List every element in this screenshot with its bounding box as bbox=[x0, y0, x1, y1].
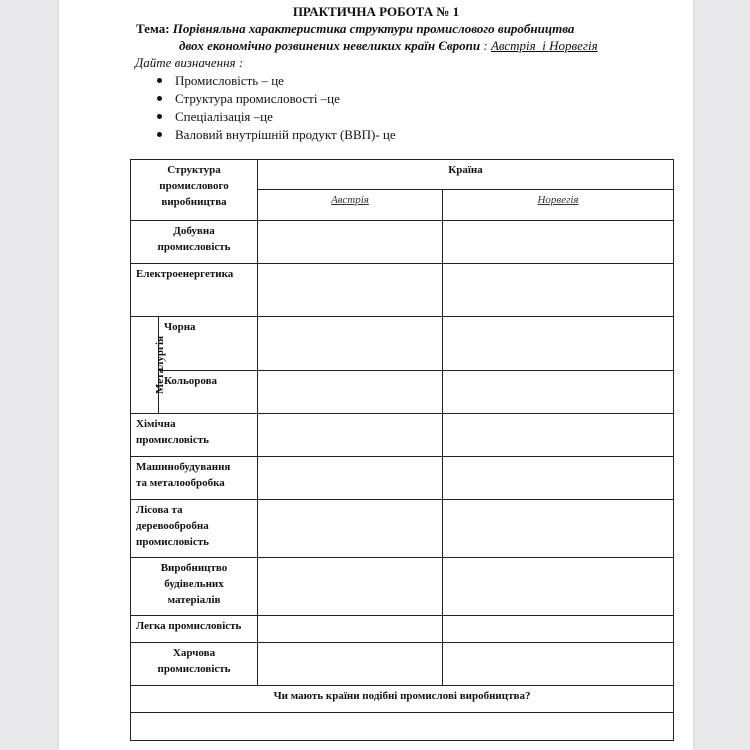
table-row bbox=[131, 558, 674, 616]
table-row bbox=[131, 457, 674, 500]
cell-norway-light[interactable] bbox=[443, 616, 674, 643]
row-label-line: промисловість bbox=[157, 241, 231, 253]
cell-norway-energy[interactable] bbox=[443, 264, 674, 317]
theme-line-1 bbox=[136, 21, 574, 37]
table-row bbox=[131, 317, 674, 371]
theme-separator: : bbox=[480, 38, 491, 53]
row-label-line: Добувна bbox=[173, 225, 215, 237]
theme-text-2: двох економічно розвинених невеликих країн Європи bbox=[179, 38, 481, 53]
table-row bbox=[131, 160, 674, 190]
table-row bbox=[131, 264, 674, 317]
theme-country-2: Норвегія bbox=[549, 38, 598, 53]
table-row bbox=[131, 371, 674, 414]
header-structure bbox=[131, 160, 258, 221]
cell-norway-chemical[interactable] bbox=[443, 414, 674, 457]
list-item: Валовий внутрішній продукт (ВВП)- це bbox=[155, 127, 396, 145]
row-label-light: Легка промисловість bbox=[131, 616, 258, 643]
table-row bbox=[131, 616, 674, 643]
question-row: Чи мають країни подібні промислові виробництва? bbox=[131, 686, 674, 713]
header-structure-line: Структура bbox=[167, 164, 221, 176]
row-label-mining bbox=[131, 221, 258, 264]
row-label-line: промисловість bbox=[157, 663, 231, 675]
cell-austria-nonferrous[interactable] bbox=[258, 371, 443, 414]
row-label-line: промисловість bbox=[136, 536, 209, 548]
cell-austria-machinery[interactable] bbox=[258, 457, 443, 500]
cell-norway-ferrous[interactable] bbox=[443, 317, 674, 371]
row-label-line: Машинобудування bbox=[136, 461, 231, 473]
table-row bbox=[131, 686, 674, 713]
list-item: Спеціалізація –це bbox=[155, 109, 396, 127]
cell-norway-mining[interactable] bbox=[443, 221, 674, 264]
row-label-line: Харчова bbox=[172, 647, 216, 659]
table-row bbox=[131, 713, 674, 741]
table-row bbox=[131, 500, 674, 558]
comparison-table bbox=[130, 159, 674, 741]
worksheet-page bbox=[59, 0, 693, 750]
header-structure-line: промислового bbox=[159, 180, 229, 192]
row-label-line: та металообробка bbox=[136, 477, 225, 489]
row-label-food bbox=[131, 643, 258, 686]
cell-norway-forestry[interactable] bbox=[443, 500, 674, 558]
list-item: Структура промисловості –це bbox=[155, 91, 396, 109]
row-label-line: Виробництво bbox=[160, 562, 228, 574]
row-label-line: Лісова та bbox=[136, 504, 183, 516]
cell-austria-chemical[interactable] bbox=[258, 414, 443, 457]
table-row bbox=[131, 221, 674, 264]
theme-line-2 bbox=[179, 38, 598, 54]
cell-austria-mining[interactable] bbox=[258, 221, 443, 264]
row-label-construction bbox=[131, 558, 258, 616]
cell-norway-food[interactable] bbox=[443, 643, 674, 686]
header-country-2: Норвегія bbox=[443, 190, 674, 221]
cell-austria-light[interactable] bbox=[258, 616, 443, 643]
row-label-ferrous: Чорна bbox=[159, 317, 258, 371]
row-label-line: деревообробна bbox=[136, 520, 209, 532]
cell-austria-energy[interactable] bbox=[258, 264, 443, 317]
cell-austria-construction[interactable] bbox=[258, 558, 443, 616]
row-label-chemical bbox=[131, 414, 258, 457]
answer-cell[interactable] bbox=[131, 713, 674, 741]
header-structure-line: виробництва bbox=[161, 196, 227, 208]
row-label-line: промисловість bbox=[136, 434, 209, 446]
table-row bbox=[131, 643, 674, 686]
row-label-energy: Електроенергетика bbox=[131, 264, 258, 317]
row-label-line: будівельних bbox=[164, 578, 224, 590]
theme-conj: і bbox=[535, 38, 550, 53]
list-item: Промисловість – це bbox=[155, 73, 396, 91]
cell-austria-food[interactable] bbox=[258, 643, 443, 686]
header-country: Країна bbox=[258, 160, 674, 190]
row-label-line: Хімічна bbox=[136, 418, 176, 430]
definitions-prompt: Дайте визначення : bbox=[135, 55, 244, 70]
row-label-machinery bbox=[131, 457, 258, 500]
theme-country-1: Австрія bbox=[490, 38, 536, 53]
cell-austria-forestry[interactable] bbox=[258, 500, 443, 558]
cell-norway-machinery[interactable] bbox=[443, 457, 674, 500]
cell-norway-construction[interactable] bbox=[443, 558, 674, 616]
row-label-line: матеріалів bbox=[167, 594, 221, 606]
header-country-1: Австрія bbox=[258, 190, 443, 221]
row-label-nonferrous: Кольорова bbox=[159, 371, 258, 414]
row-label-forestry bbox=[131, 500, 258, 558]
cell-norway-nonferrous[interactable] bbox=[443, 371, 674, 414]
metallurgy-label: Металургія bbox=[154, 335, 167, 395]
cell-austria-ferrous[interactable] bbox=[258, 317, 443, 371]
row-group-metallurgy bbox=[131, 317, 167, 414]
page-title: ПРАКТИЧНА РОБОТА № 1 bbox=[292, 4, 460, 19]
definitions-list bbox=[155, 73, 396, 145]
theme-text-1: Порівняльна характеристика структури промислового виробництва bbox=[172, 21, 575, 36]
theme-label: Тема: bbox=[136, 21, 170, 36]
table-row bbox=[131, 414, 674, 457]
